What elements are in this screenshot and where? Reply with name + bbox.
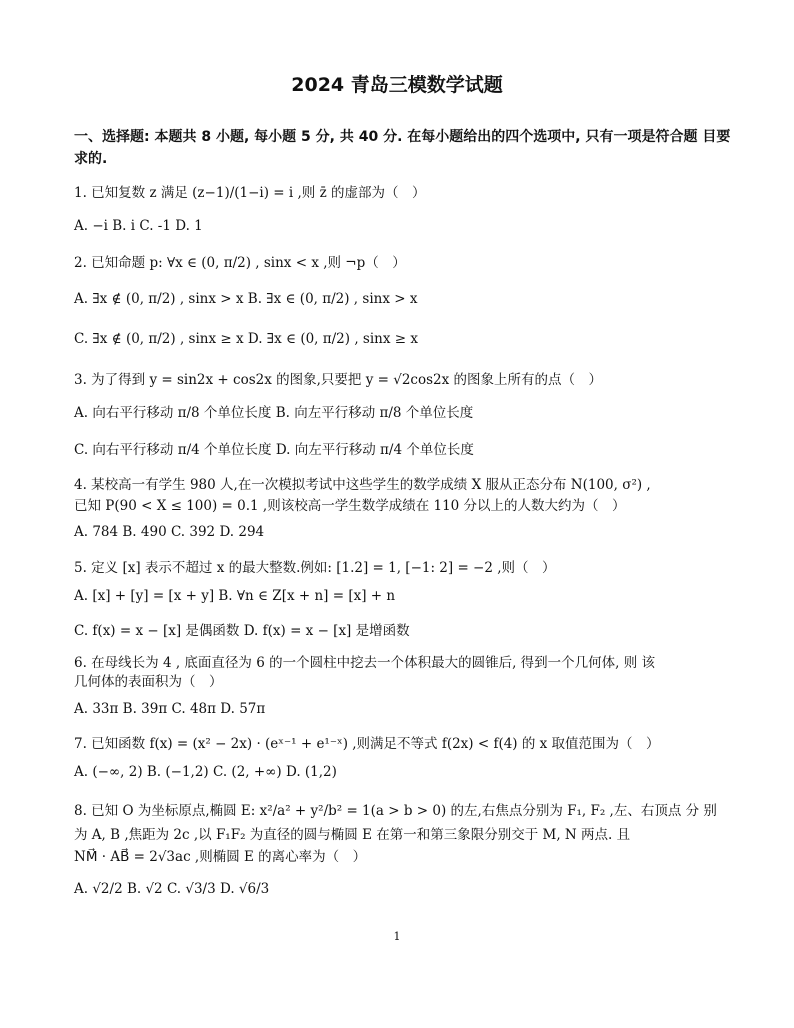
question-8-line2: 为 A, B ,焦距为 2c ,以 F₁F₂ 为直径的圆与椭圆 E 在第一和第三象限分别交于 M, N 两点. 且: [74, 827, 631, 843]
options-5b: C. f(x) = x − [x] 是偶函数 D. f(x) = x − [x] 是增函数: [74, 623, 410, 639]
page-title: 2024 青岛三模数学试题: [291, 74, 503, 96]
page-number: 1: [393, 930, 401, 943]
question-8-line1: 8. 已知 O 为坐标原点,椭圆 E: x²/a² + y²/b² = 1(a > b > 0) 的左,右焦点分别为 F₁, F₂ ,左、右顶点 分 别: [74, 803, 717, 819]
question-6-line2: 几何体的表面积为（ ）: [74, 674, 223, 690]
options-3b: C. 向右平行移动 π/4 个单位长度 D. 向左平行移动 π/4 个单位长度: [74, 442, 474, 458]
options-6: A. 33π B. 39π C. 48π D. 57π: [74, 701, 266, 717]
question-1: 1. 已知复数 z 满足 (z−1)/(1−i) = i ,则 z̄ 的虚部为（ ）: [74, 185, 426, 201]
question-2: 2. 已知命题 p: ∀x ∈ (0, π/2) , sinx < x ,则 ¬p（ ）: [74, 255, 406, 271]
section-heading: 一、选择题: 本题共 8 小题, 每小题 5 分, 共 40 分. 在每小题给出的四个选项中, 只有一项是符合题 目要求的.: [74, 129, 731, 167]
question-4-line2: 已知 P(90 < X ≤ 100) = 0.1 ,则该校高一学生数学成绩在 110 分以上的人数大约为（ ）: [74, 498, 626, 514]
options-7: A. (−∞, 2) B. (−1,2) C. (2, +∞) D. (1,2): [74, 764, 337, 780]
question-3: 3. 为了得到 y = sin2x + cos2x 的图象,只要把 y = √2cos2x 的图象上所有的点（ ）: [74, 372, 603, 388]
question-7: 7. 已知函数 f(x) = (x² − 2x) · (eˣ⁻¹ + e¹⁻ˣ) ,则满足不等式 f(2x) < f(4) 的 x 取值范围为（ ）: [74, 736, 660, 752]
question-4-line1: 4. 某校高一有学生 980 人,在一次模拟考试中这些学生的数学成绩 X 服从正态分布 N(100, σ²) ,: [74, 477, 651, 493]
options-4: A. 784 B. 490 C. 392 D. 294: [74, 524, 265, 540]
question-8-line3: NM⃗ · AB⃗ = 2√3ac ,则椭圆 E 的离心率为（ ）: [74, 849, 367, 865]
options-8: A. √2/2 B. √2 C. √3/3 D. √6/3: [74, 881, 270, 897]
options-2b: C. ∃x ∉ (0, π/2) , sinx ≥ x D. ∃x ∈ (0, π/2) , sinx ≥ x: [74, 331, 418, 347]
options-3a: A. 向右平行移动 π/8 个单位长度 B. 向左平行移动 π/8 个单位长度: [74, 405, 474, 421]
options-2a: A. ∃x ∉ (0, π/2) , sinx > x B. ∃x ∈ (0, π/2) , sinx > x: [74, 291, 418, 307]
question-5: 5. 定义 [x] 表示不超过 x 的最大整数.例如: [1.2] = 1, [−1: 2] = −2 ,则（ ）: [74, 560, 556, 576]
question-6-line1: 6. 在母线长为 4 , 底面直径为 6 的一个圆柱中挖去一个体积最大的圆锥后, 得到一个几何体, 则 该: [74, 655, 656, 671]
options-5a: A. [x] + [y] = [x + y] B. ∀n ∈ Z[x + n] = [x] + n: [74, 588, 396, 604]
options-1: A. −i B. i C. -1 D. 1: [74, 218, 203, 234]
